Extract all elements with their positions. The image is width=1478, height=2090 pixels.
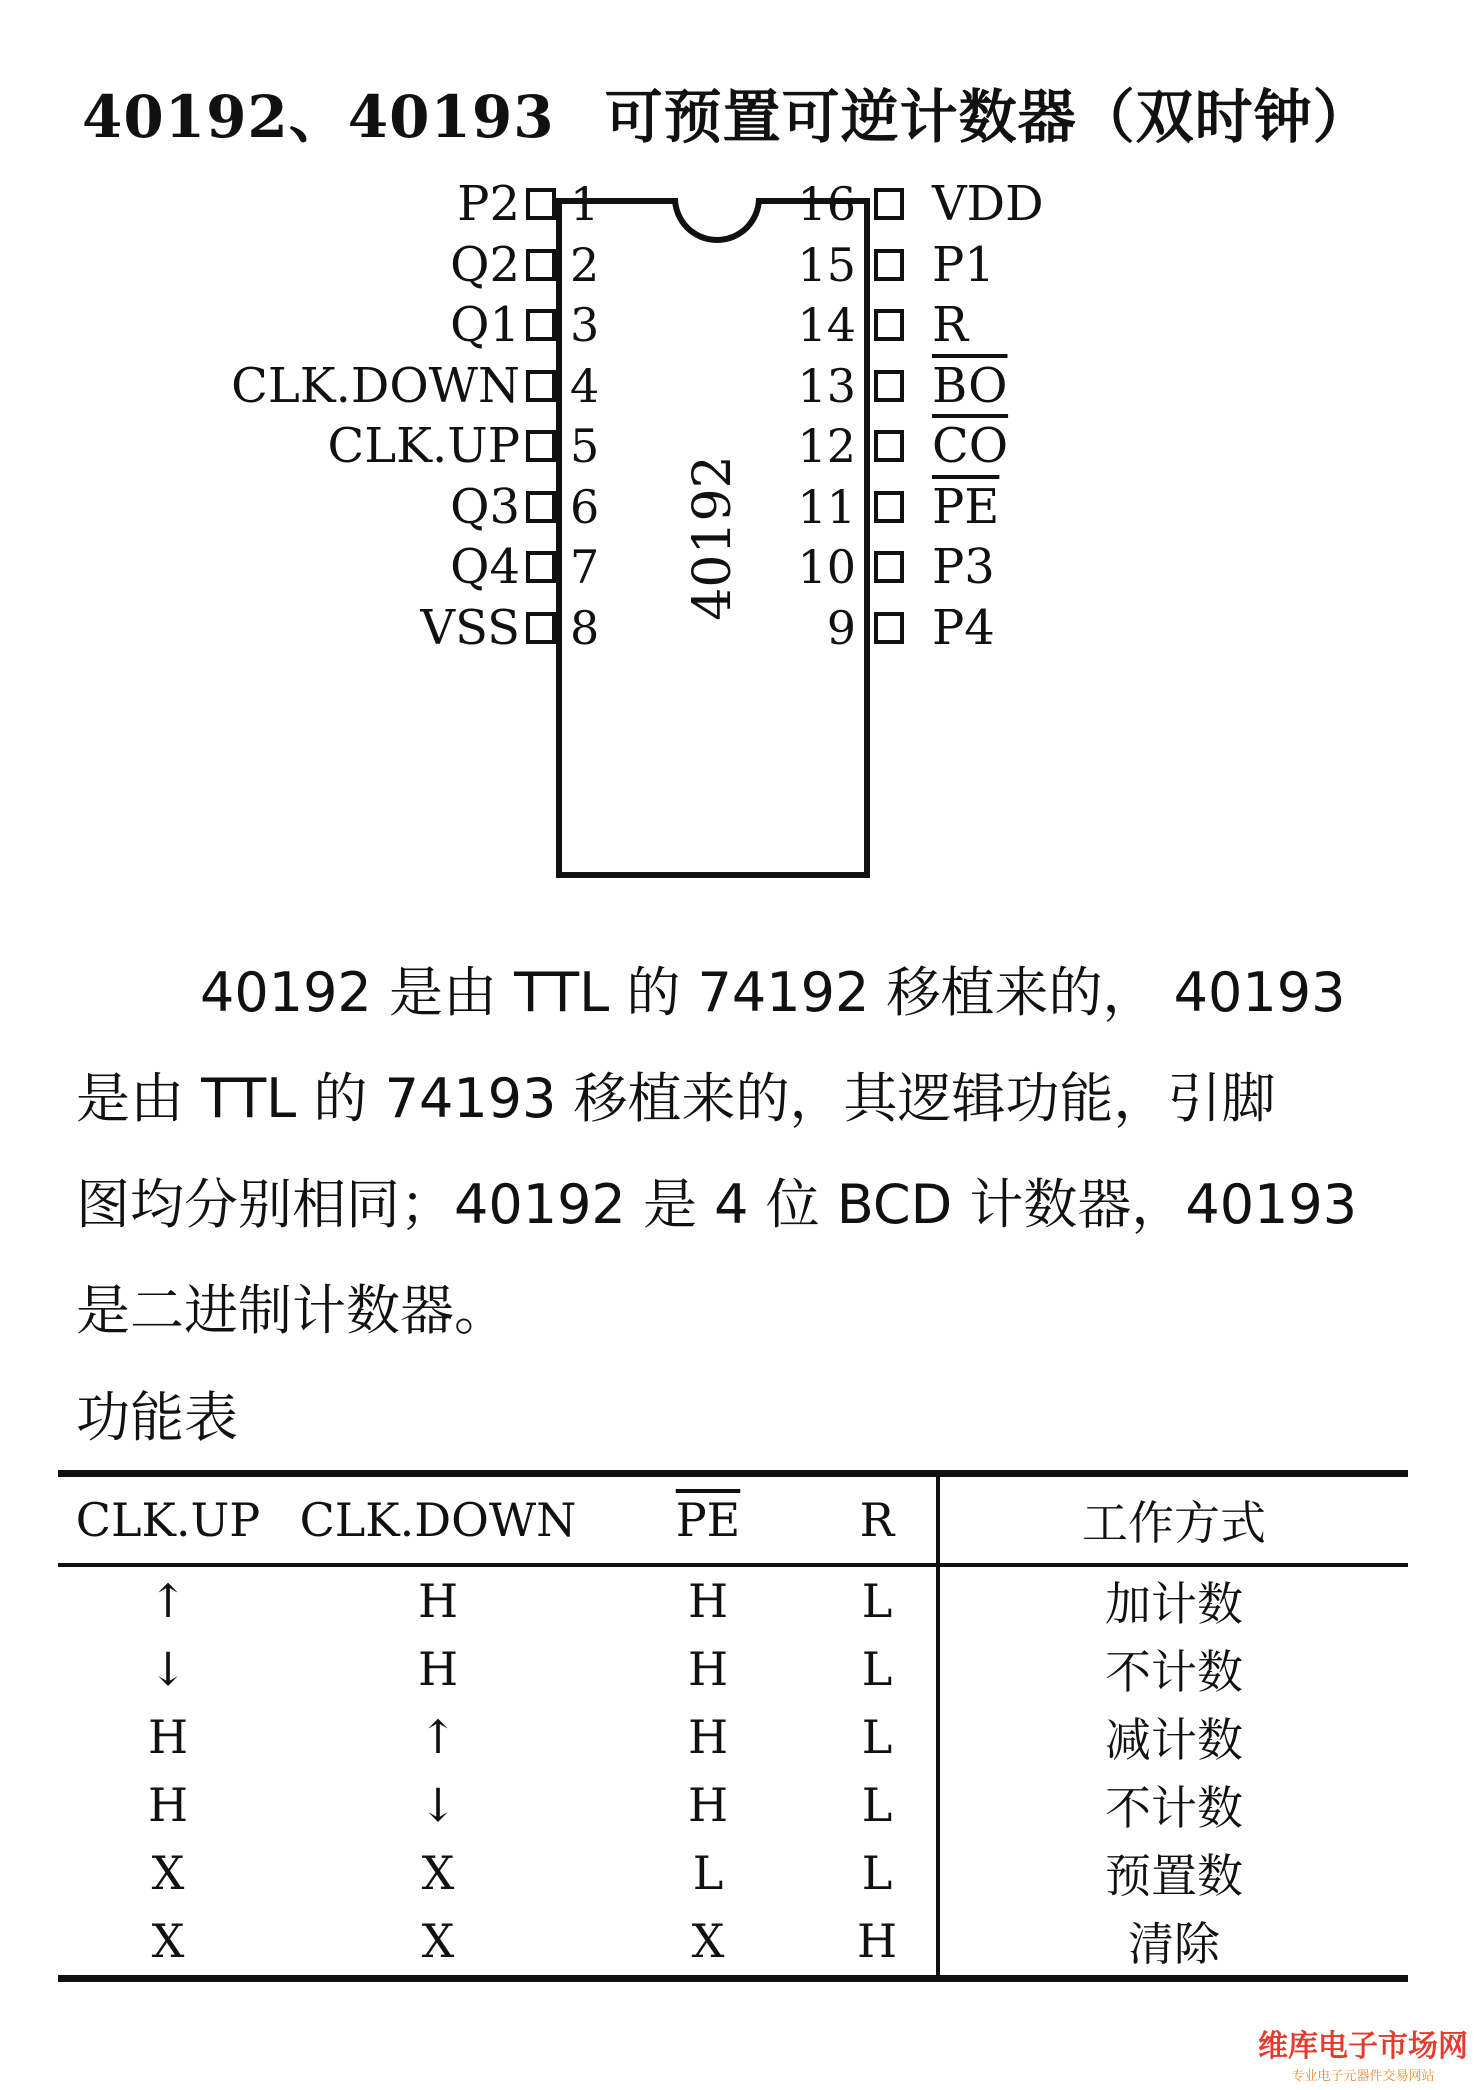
pin-box (526, 430, 556, 462)
pin-number: 5 (570, 419, 600, 473)
pin-label: P3 (932, 539, 995, 595)
title-part-number: 40192、40193 (82, 83, 555, 151)
header-pe: $\overline{PE}$ (598, 1474, 818, 1566)
watermark-logo: 维库电子市场网 (1258, 2029, 1468, 2064)
pin-box (874, 309, 904, 341)
table-header-row (58, 1474, 1408, 1566)
pin-label: $\overline{BO}$ (932, 357, 1008, 414)
pin-label: P4 (932, 599, 995, 656)
pin-number: 14 (797, 298, 856, 352)
cell-clk-up: H (147, 1778, 189, 1832)
pin-label: P1 (932, 236, 995, 293)
ic-notch (672, 198, 762, 243)
page-title (82, 70, 1372, 154)
pin-box (874, 188, 904, 220)
header-clk-down: CLK.DOWN (278, 1474, 598, 1566)
cell-clk-up: X (58, 1907, 278, 1979)
pin-label: Q2 (450, 236, 520, 293)
pin-label: Q3 (450, 478, 520, 535)
pin-label: $\overline{PE}$ (932, 478, 1000, 535)
pin-box (526, 188, 556, 220)
paragraph-line: 是二进制计数器。 (76, 1279, 508, 1342)
table-row (58, 1771, 1408, 1839)
paragraph-line: 40192 是由 TTL 的 74192 移植来的， 40193 (200, 961, 1346, 1024)
function-table (58, 1470, 1408, 1982)
pin-box (526, 370, 556, 402)
cell-pe: L (692, 1846, 724, 1900)
header-mode: 工作方式 (938, 1474, 1408, 1566)
pin-number: 2 (570, 237, 600, 292)
pin-box (874, 551, 904, 583)
cell-clk-down: ↑ (418, 1710, 458, 1764)
cell-pe: H (687, 1778, 729, 1832)
pin-number: 11 (797, 479, 856, 534)
cell-r: L (861, 1778, 893, 1832)
pin-label: Q4 (450, 539, 520, 595)
cell-mode: 加计数 (938, 1565, 1408, 1635)
pin-label: VDD (932, 176, 1044, 232)
pin-box (526, 249, 556, 281)
title-description: 可预置可逆计数器（双时钟） (604, 83, 1372, 151)
cell-r: L (861, 1710, 893, 1764)
cell-clk-down: X (278, 1907, 598, 1979)
cell-clk-down: H (417, 1574, 459, 1628)
pin-box (526, 309, 556, 341)
cell-r: L (861, 1574, 893, 1628)
table-row (58, 1907, 1408, 1979)
pin-number: 8 (570, 600, 600, 655)
ic-label: 40192 (683, 455, 743, 621)
cell-pe: H (687, 1574, 729, 1628)
cell-mode: 不计数 (938, 1635, 1408, 1703)
cell-clk-up: ↑ (148, 1574, 188, 1628)
cell-clk-up: ↓ (148, 1642, 188, 1696)
cell-mode: 减计数 (938, 1703, 1408, 1771)
pin-box (874, 370, 904, 402)
table-row (58, 1839, 1408, 1907)
pin-box (874, 249, 904, 281)
pin-label: CLK.UP (327, 418, 520, 474)
cell-clk-up: X (151, 1846, 185, 1900)
pin-label: VSS (420, 599, 520, 656)
paragraph-line: 图均分别相同；40192 是 4 位 BCD 计数器，40193 (76, 1173, 1358, 1236)
cell-pe: H (687, 1710, 729, 1764)
header-clk-up: CLK.UP (58, 1474, 278, 1566)
cell-clk-down: ↓ (418, 1778, 458, 1832)
watermark (1258, 2021, 1468, 2084)
pin-number: 16 (797, 177, 856, 231)
pin-label: Q1 (450, 297, 520, 353)
pin-number: 7 (570, 540, 600, 594)
table-row (58, 1703, 1408, 1771)
description-paragraph (76, 940, 1396, 1364)
header-r: R (818, 1474, 938, 1566)
pin-number: 13 (797, 358, 856, 413)
cell-r: L (861, 1642, 893, 1696)
pin-box (526, 612, 556, 644)
cell-r: L (861, 1846, 893, 1900)
pin-number: 9 (826, 600, 856, 655)
cell-mode: 不计数 (938, 1771, 1408, 1839)
pin-number: 10 (797, 540, 856, 594)
cell-r: H (818, 1907, 938, 1979)
pin-label: P2 (457, 176, 520, 232)
pin-box (874, 430, 904, 462)
function-table-title: 功能表 (76, 1386, 238, 1449)
cell-clk-down: X (421, 1846, 455, 1900)
cell-mode: 清除 (938, 1907, 1408, 1979)
pin-box (874, 612, 904, 644)
pin-number: 15 (797, 237, 856, 292)
cell-clk-up: H (147, 1710, 189, 1764)
cell-clk-down: H (417, 1642, 459, 1696)
pin-box (874, 491, 904, 523)
cell-pe: H (687, 1642, 729, 1696)
pin-number: 6 (570, 479, 600, 534)
pin-label: $\overline{CO}$ (932, 418, 1009, 474)
table-body (58, 1565, 1408, 1979)
pin-number: 4 (570, 358, 600, 413)
pin-number: 3 (570, 298, 600, 352)
watermark-tagline: 专业电子元器件交易网站 (1291, 2069, 1435, 2084)
pin-number: 1 (570, 177, 600, 231)
table-row (58, 1635, 1408, 1703)
pin-label: R (932, 297, 969, 353)
pin-box (526, 491, 556, 523)
cell-mode: 预置数 (938, 1839, 1408, 1907)
table-row (58, 1565, 1408, 1635)
paragraph-line: 是由 TTL 的 74193 移植来的，其逻辑功能，引脚 (76, 1067, 1276, 1130)
cell-pe: X (598, 1907, 818, 1979)
pin-box (526, 551, 556, 583)
pin-number: 12 (797, 419, 856, 473)
pin-label: CLK.DOWN (231, 357, 520, 414)
